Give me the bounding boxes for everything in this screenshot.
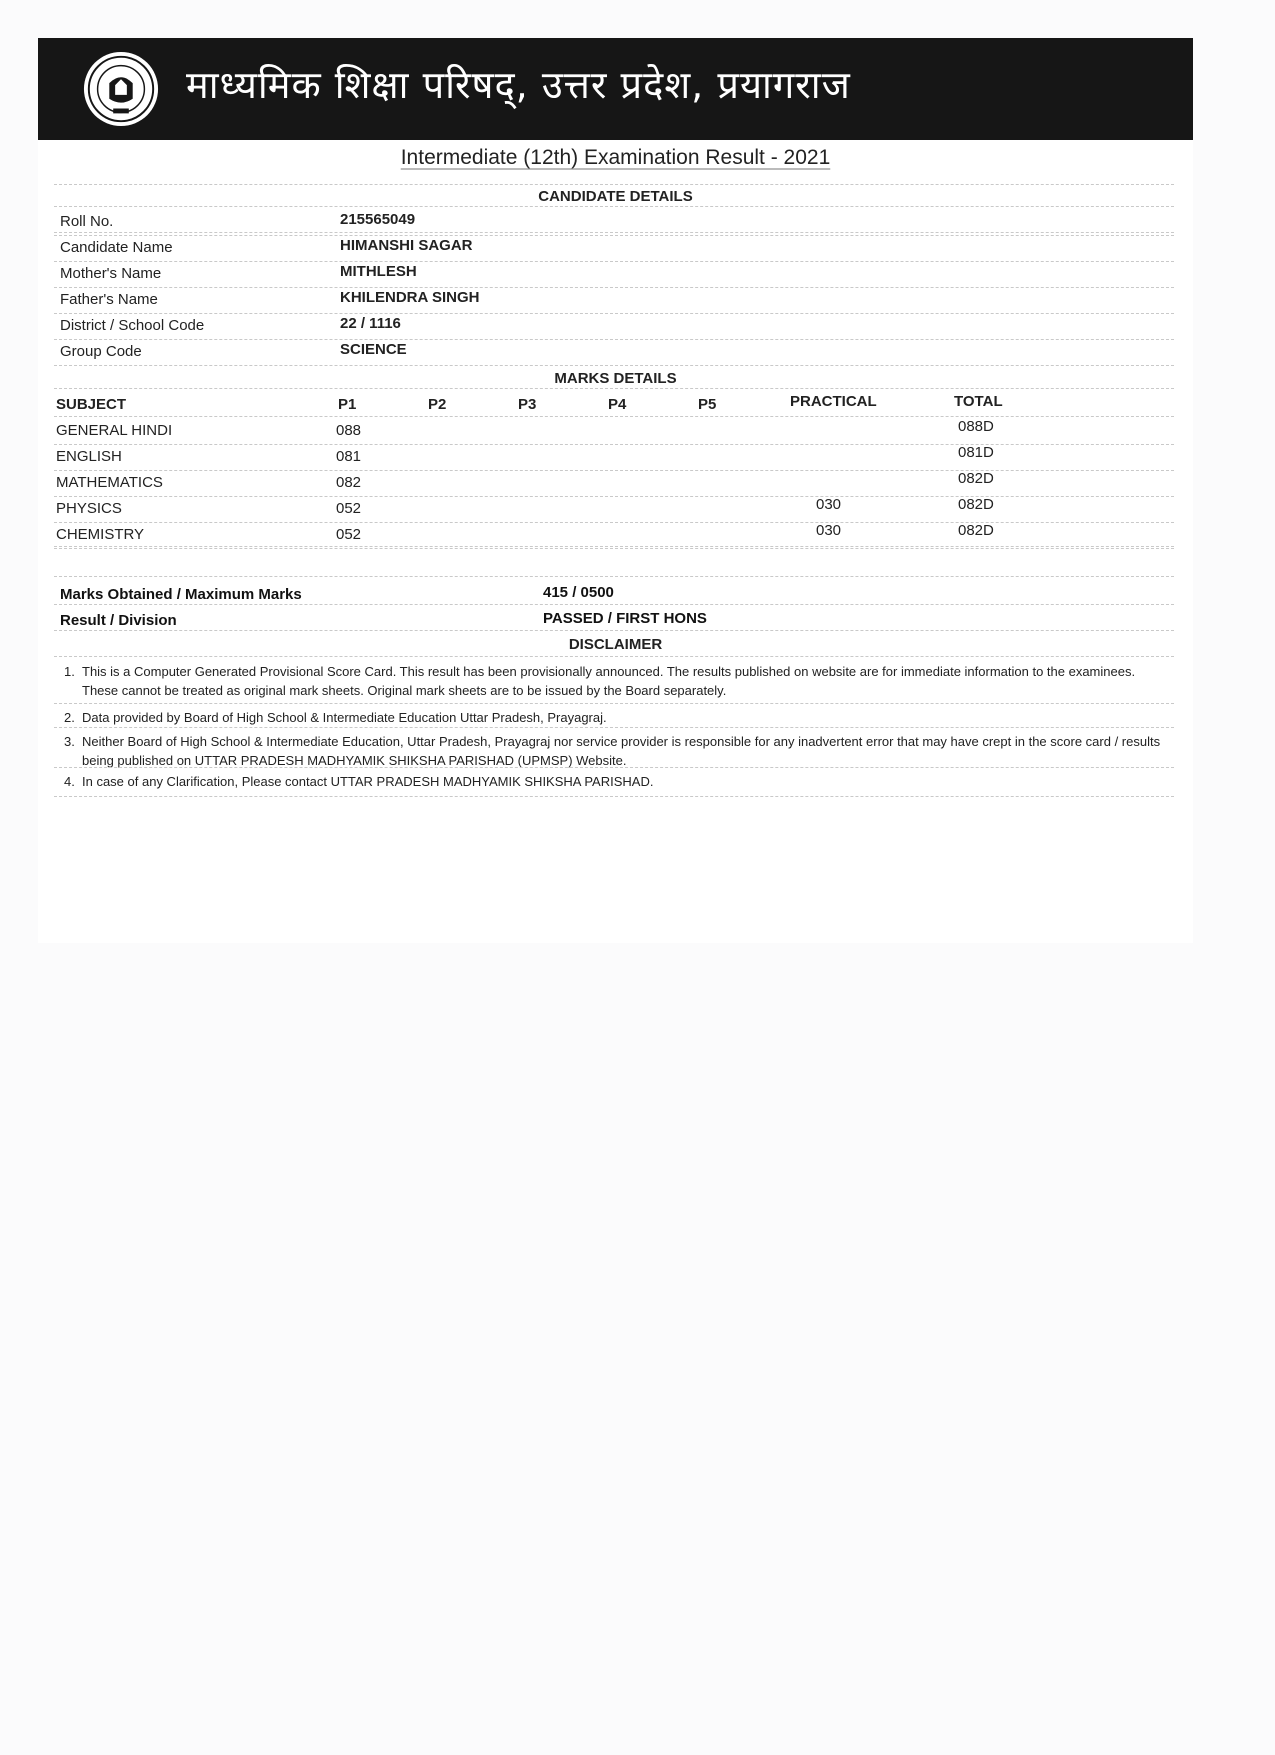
col-total: TOTAL: [954, 393, 1003, 410]
candidate-value: 215565049: [340, 211, 416, 228]
p1-cell: 082: [336, 474, 362, 491]
disclaimer-item: [60, 662, 1170, 700]
subject-cell: GENERAL HINDI: [56, 422, 173, 439]
disclaimer-text: This is a Computer Generated Provisional Score Card. This result has been provisionally announced. The results published on website are for immediate information to the examinees. These cannot be treated as original mark sheets. Original mark sheets are to be issued by the Board separately.: [82, 664, 1136, 698]
col-p3: P3: [518, 396, 537, 413]
total-cell: 082D: [958, 470, 994, 487]
exam-title: Intermediate (12th) Examination Result - 2021: [400, 146, 831, 169]
candidate-label: Father's Name: [60, 291, 158, 308]
practical-cell: 030: [816, 496, 842, 513]
total-cell: 081D: [958, 444, 994, 461]
disclaimer-number: 1.: [64, 664, 75, 679]
disclaimer-item: [60, 772, 1170, 791]
candidate-value: 22 / 1116: [340, 315, 401, 332]
subject-cell: CHEMISTRY: [56, 526, 145, 543]
col-practical: PRACTICAL: [790, 393, 877, 410]
disclaimer-text: Neither Board of High School & Intermediate Education, Uttar Pradesh, Prayagraj nor service provider is responsible for any inadvertent error that may have crept in the score card / results being published on UTTAR PRADESH MADHYAMIK SHIKSHA PARISHAD (UPMSP) Website.: [82, 734, 1161, 768]
disclaimer-number: 3.: [64, 734, 75, 749]
col-p5: P5: [698, 396, 717, 413]
p1-cell: 052: [336, 526, 362, 543]
disclaimer-heading: DISCLAIMER: [568, 636, 663, 653]
candidate-value: HIMANSHI SAGAR: [340, 237, 473, 254]
candidate-details-heading: CANDIDATE DETAILS: [538, 188, 693, 205]
board-title-hindi: माध्यमिक शिक्षा परिषद्, उत्तर प्रदेश, प्रयागराज: [186, 63, 851, 107]
subject-cell: ENGLISH: [56, 448, 122, 465]
disclaimer-number: 2.: [64, 710, 75, 725]
candidate-value: MITHLESH: [340, 263, 417, 280]
candidate-label: District / School Code: [60, 317, 205, 334]
marks-obtained-value: 415 / 0500: [543, 584, 614, 601]
col-p1: P1: [338, 396, 357, 413]
result-division-value: PASSED / FIRST HONS: [543, 610, 707, 627]
col-subject: SUBJECT: [56, 396, 127, 413]
upmsp-seal-icon: [82, 50, 160, 128]
subject-cell: PHYSICS: [56, 500, 122, 517]
candidate-label: Candidate Name: [60, 239, 173, 256]
col-p4: P4: [608, 396, 627, 413]
disclaimer-item: [60, 732, 1170, 770]
disclaimer-text: Data provided by Board of High School & Intermediate Education Uttar Pradesh, Prayagraj.: [82, 710, 607, 725]
marks-details-heading: MARKS DETAILS: [554, 370, 677, 387]
practical-cell: 030: [816, 522, 842, 539]
candidate-value: KHILENDRA SINGH: [340, 289, 480, 306]
col-p2: P2: [428, 396, 447, 413]
disclaimer-number: 4.: [64, 774, 75, 789]
disclaimer-text: In case of any Clarification, Please contact UTTAR PRADESH MADHYAMIK SHIKSHA PARISHAD.: [82, 774, 654, 789]
candidate-label: Roll No.: [60, 213, 114, 230]
candidate-value: SCIENCE: [340, 341, 407, 358]
total-cell: 082D: [958, 522, 994, 539]
subject-cell: MATHEMATICS: [56, 474, 163, 491]
result-sheet: [38, 38, 1193, 943]
candidate-label: Mother's Name: [60, 265, 162, 282]
total-cell: 088D: [958, 418, 994, 435]
disclaimer-item: [60, 708, 1170, 727]
marks-obtained-label: Marks Obtained / Maximum Marks: [60, 586, 302, 603]
p1-cell: 081: [336, 448, 362, 465]
result-division-label: Result / Division: [60, 612, 177, 629]
header-bar: [38, 38, 1193, 140]
p1-cell: 052: [336, 500, 362, 517]
total-cell: 082D: [958, 496, 994, 513]
candidate-label: Group Code: [60, 343, 142, 360]
p1-cell: 088: [336, 422, 362, 439]
